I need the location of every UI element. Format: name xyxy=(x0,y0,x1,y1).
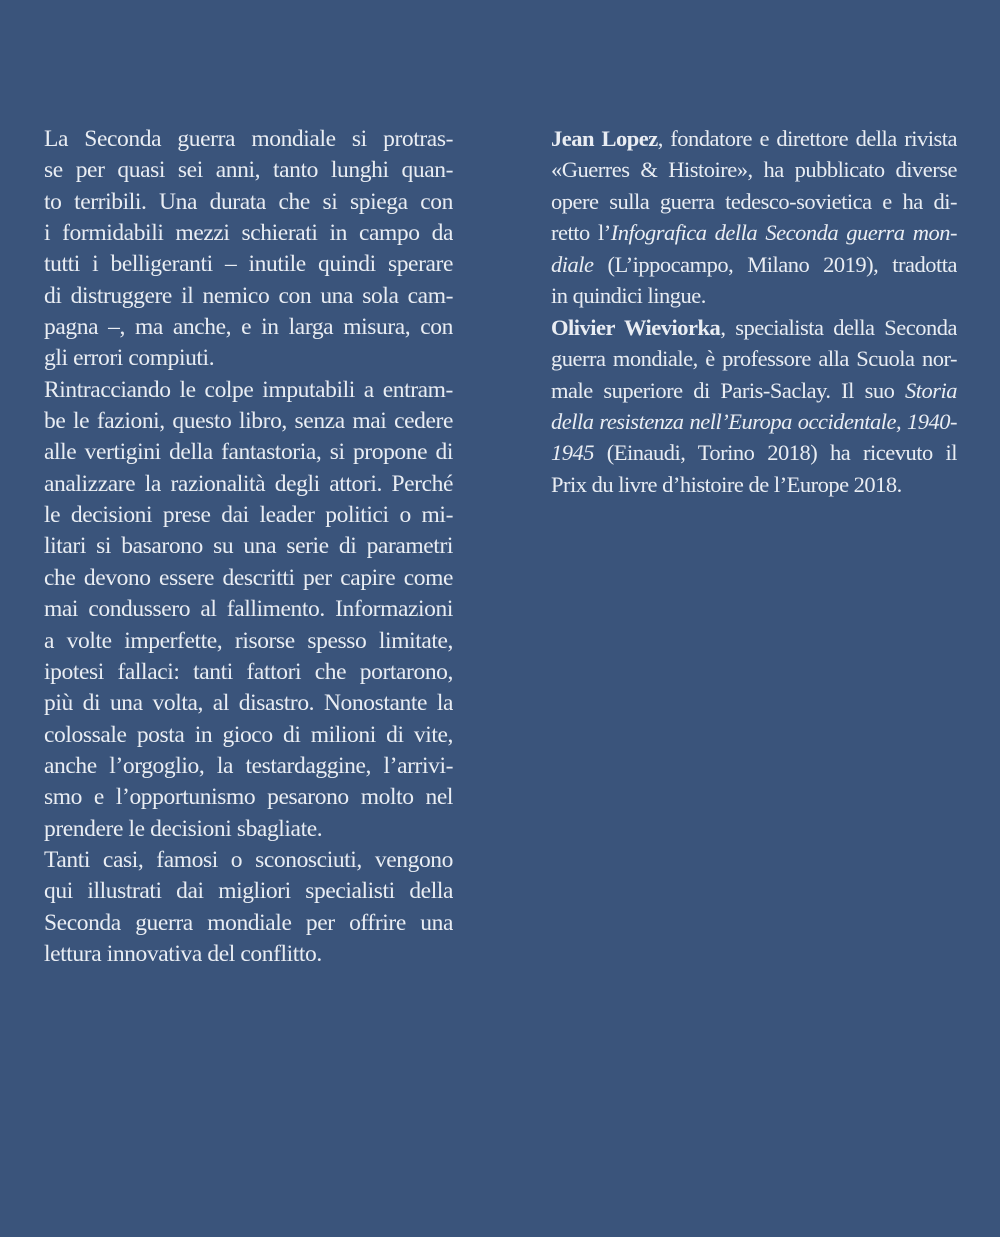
text-line: Rintracciando le colpe imputabili a entram- xyxy=(44,376,453,403)
text-line: lettura innovativa del conflitto. xyxy=(44,940,322,967)
text-line: Prix du livre d’histoire de l’Europe 2018. xyxy=(551,471,902,497)
text-line: mai condussero al fallimento. Informazioni xyxy=(44,596,453,623)
text-line: diale (L’ippocampo, Milano 2019), tradotta xyxy=(551,251,957,277)
text-line: gli errori compiuti. xyxy=(44,345,215,372)
text-line: pagna –, ma anche, e in larga misura, con xyxy=(44,314,453,341)
text-line: le decisioni prese dai leader politici o mi- xyxy=(44,502,453,529)
text-line: litari si basarono su una serie di parametri xyxy=(44,533,453,560)
text-line: Jean Lopez, fondatore e direttore della rivista xyxy=(551,126,957,151)
text-line: della resistenza nell’Europa occidentale, 1940- xyxy=(551,408,957,434)
text-line: 1945 (Einaudi, Torino 2018) ha ricevuto il xyxy=(551,440,957,466)
text-line: Tanti casi, famosi o sconosciuti, vengono xyxy=(44,846,453,873)
text-line: tutti i belligeranti – inutile quindi sperare xyxy=(44,251,453,278)
text-line: Seconda guerra mondiale per offrire una xyxy=(44,909,453,936)
text-line: prendere le decisioni sbagliate. xyxy=(44,815,323,842)
text-line: più di una volta, al disastro. Nonostante la xyxy=(44,690,453,717)
text-line: be le fazioni, questo libro, senza mai cedere xyxy=(44,408,453,435)
text-line: to terribili. Una durata che si spiega con xyxy=(44,188,453,215)
text-line: che devono essere descritti per capire come xyxy=(44,564,453,591)
text-line: analizzare la razionalità degli attori. Perché xyxy=(44,470,453,497)
right-text-column xyxy=(551,123,957,500)
text-line: se per quasi sei anni, tanto lunghi quan- xyxy=(44,157,453,184)
text-line: La Seconda guerra mondiale si protras- xyxy=(44,126,453,152)
text-line: «Guerres & Histoire», ha pubblicato diverse xyxy=(551,157,957,183)
text-line: Olivier Wieviorka, specialista della Seconda xyxy=(551,314,957,340)
text-line: alle vertigini della fantastoria, si propone di xyxy=(44,439,453,466)
text-line: smo e l’opportunismo pesarono molto nel xyxy=(44,784,453,811)
text-line: retto l’Infografica della Seconda guerra mon- xyxy=(551,220,957,246)
text-line: a volte imperfette, risorse spesso limitate, xyxy=(44,627,453,654)
text-line: in quindici lingue. xyxy=(551,283,706,309)
text-line: qui illustrati dai migliori specialisti della xyxy=(44,878,453,905)
left-text-column xyxy=(44,124,453,970)
text-line: guerra mondiale, è professore alla Scuola nor- xyxy=(551,346,957,372)
text-line: opere sulla guerra tedesco-sovietica e ha di- xyxy=(551,188,957,214)
text-line: di distruggere il nemico con una sola cam- xyxy=(44,282,453,309)
text-line: i formidabili mezzi schierati in campo da xyxy=(44,220,453,247)
text-line: ipotesi fallaci: tanti fattori che portarono, xyxy=(44,658,453,685)
text-line: male superiore di Paris-Saclay. Il suo Storia xyxy=(551,377,957,403)
text-line: colossale posta in gioco di milioni di vite, xyxy=(44,721,453,748)
text-line: anche l’orgoglio, la testardaggine, l’arrivi- xyxy=(44,752,453,779)
